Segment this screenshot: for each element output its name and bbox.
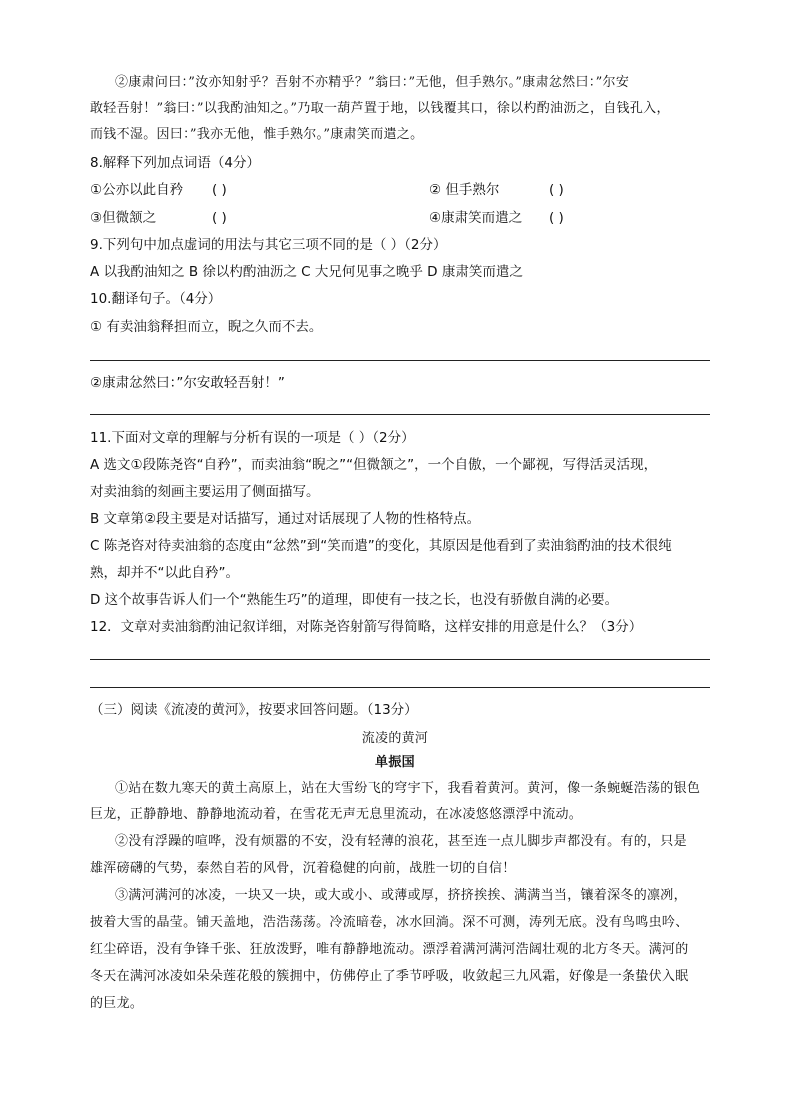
- q8-blank-c: ( ): [212, 210, 227, 226]
- article-line: ③满河满河的冰凌，一块又一块，或大或小、或薄或厚，挤挤挨挨、满满当当，镶着深冬的凛冽，: [115, 888, 687, 903]
- q11-option-c: C 陈尧咨对待卖油翁的态度由“忿然”到“笑而遣”的变化，其原因是他看到了卖油翁酌油的技术很纯: [90, 538, 672, 554]
- q8-blank-d: ( ): [549, 210, 564, 226]
- article-line: 雄浑磅礴的气势，泰然自若的风骨，沉着稳健的向前，战胜一切的自信！: [90, 861, 516, 876]
- question-10-sentence-1: ① 有卖油翁释担而立，睨之久而不去。: [90, 319, 323, 335]
- q8-item-c: ③但微颔之: [90, 210, 157, 226]
- article-author: 单振国: [375, 755, 415, 770]
- question-12-stem: 12．文章对卖油翁酌油记叙详细，对陈尧咨射箭写得简略，这样安排的用意是什么？（3分）: [90, 619, 643, 635]
- q8-blank-b: ( ): [549, 182, 564, 198]
- q11-option-d: D 这个故事告诉人们一个“熟能生巧”的道理，即使有一技之长，也没有骄傲自满的必要。: [90, 592, 619, 608]
- article-line: 巨龙，正静静地、静静地流动着，在雪花无声无息里流动，在冰凌悠悠漂浮中流动。: [90, 807, 583, 822]
- article-line: 冬天在满河冰凌如朵朵莲花般的簇拥中，仿佛停止了季节呼吸，收敛起三九风霜，好像是一条蛰伏入眠: [90, 969, 689, 984]
- q8-item-b: ② 但手熟尔: [429, 182, 500, 198]
- q8-item-d: ④康肃笑而遣之: [429, 210, 523, 226]
- article-line: 披着大雪的晶莹。铺天盖地，浩浩荡荡。冷流暗卷，冰水回淌。深不可测，涛列无底。没有鸟鸣虫吟、: [90, 915, 689, 930]
- q8-item-a: ①公亦以此自矜: [90, 182, 184, 198]
- passage-line: 敢轻吾射！”翁曰：”以我酌油知之。”乃取一葫芦置于地，以钱覆其口，徐以杓酌油沥之，自钱孔入，: [90, 101, 670, 116]
- question-8-stem: 8.解释下列加点词语（4分）: [90, 155, 260, 171]
- article-line: 红尘碎语，没有争锋千张、狂放泼野，唯有静静地流动。漂浮着满河满河浩阔壮观的北方冬天。满河的: [90, 942, 689, 957]
- q11-option-a-cont: 对卖油翁的刻画主要运用了侧面描写。: [90, 484, 320, 500]
- article-line: ①站在数九寒天的黄土高原上，站在大雪纷飞的穹宇下，我看着黄河。黄河，像一条蜿蜒浩荡的银色: [115, 781, 701, 796]
- article-line: ②没有浮躁的喧哗，没有烦嚣的不安，没有轻薄的浪花，甚至连一点儿脚步声都没有。有的，只是: [115, 834, 687, 849]
- answer-line[interactable]: [90, 360, 710, 361]
- answer-line[interactable]: [90, 687, 710, 688]
- question-9-options: A 以我酌油知之 B 徐以杓酌油沥之 C 大兄何见事之晚乎 D 康肃笑而遣之: [90, 264, 523, 280]
- q11-option-c-cont: 熟，却并不“以此自矜”。: [90, 565, 239, 581]
- q8-blank-a: ( ): [212, 182, 227, 198]
- question-10-stem: 10.翻译句子。（4分）: [90, 291, 222, 307]
- answer-line[interactable]: [90, 414, 710, 415]
- passage-line: 而钱不湿。因曰：”我亦无他，惟手熟尔。”康肃笑而遣之。: [90, 127, 424, 142]
- q11-option-b: B 文章第②段主要是对话描写，通过对话展现了人物的性格特点。: [90, 511, 481, 527]
- q11-option-a: A 选文①段陈尧咨“自矜”，而卖油翁“睨之”“但微颔之”，一个自傲，一个鄙视，写得活灵活现，: [90, 457, 658, 473]
- article-line: 的巨龙。: [90, 996, 144, 1011]
- article-title: 流凌的黄河: [361, 731, 429, 746]
- passage-line: ②康肃问曰：”汝亦知射乎？吾射不亦精乎？”翁曰：”无他，但手熟尔。”康肃忿然曰：”尔安: [115, 75, 630, 90]
- question-11-stem: 11.下面对文章的理解与分析有误的一项是（ ）（2分）: [90, 430, 415, 446]
- question-9-stem: 9.下列句中加点虚词的用法与其它三项不同的是（ ）（2分）: [90, 237, 447, 253]
- question-10-sentence-2: ②康肃忿然曰：”尔安敢轻吾射！”: [90, 375, 285, 391]
- answer-line[interactable]: [90, 659, 710, 660]
- section-3-heading: （三）阅读《流凌的黄河》，按要求回答问题。（13分）: [90, 702, 418, 718]
